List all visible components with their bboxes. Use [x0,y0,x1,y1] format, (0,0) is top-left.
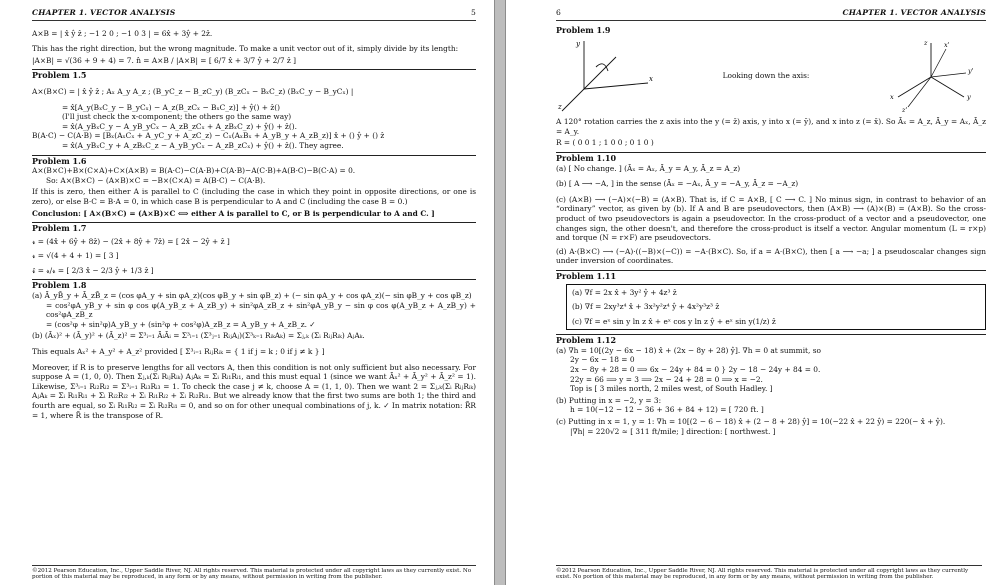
problem-1-6-title: Problem 1.6 [32,155,476,167]
svg-text:y: y [967,93,971,102]
equation-line: = x̂(A_yBₓC_y + A_zBₓC_z − A_yB_yCₓ − A_zB_zCₓ) + ŷ() + ẑ(). They agree. [62,140,344,150]
answer-line: (a) [ No change. ] (Āₓ = Aₓ, Ā_y = A_y, Ā_z = A_z) [556,163,741,173]
figure-caption: Looking down the axis: [722,71,810,81]
right-page [506,0,1000,585]
svg-text:z: z [558,103,562,112]
height-answer: h = 10(−12 − 12 − 36 + 36 + 84 + 12) = [ 720 ft. ] [570,405,764,415]
equation-line: (a) ∇h = 10[(2y − 6x − 18) x̂ + (2x − 8y + 28) ŷ]. ∇h = 0 at summit, so [556,345,821,355]
text-line: (b) Putting in x = −2, y = 3: [556,395,662,405]
equation-line: 22y = 66 ⟹ y = 3 ⟹ 2x − 24 + 28 = 0 ⟹ x = −2. [570,374,763,384]
equation-line: = (cos²φ + sin²φ)A_yB_y + (sin²φ + cos²φ)A_zB_z = A_yB_y + A_zB_z. ✓ [46,319,316,329]
rotation-figure [556,37,986,115]
gradient-line: (b) ∇f = 2xy³z⁴ x̂ + 3x²y²z⁴ ŷ + 4x²y³z³ ẑ [572,302,720,312]
condition-line: This equals Aₓ² + A_y² + A_z² provided [ Σ³ᵢ₌₁ RᵢⱼRᵢₖ = { 1 if j = k ; 0 if j ≠ k } ] [32,347,325,357]
equation-line: So: A×(B×C) − (A×B)×C = −B×(C×A) = A(B·C) − C(A·B). [46,175,266,185]
svg-text:z': z' [902,106,908,115]
left-page-header [32,8,476,21]
text-paragraph: Moreover, if R is to preserve lengths for all vectors A, then this condition is not only sufficient but also necessary. For suppose A = (1, 0, 0). Then Σⱼ,ₖ(Σᵢ RᵢⱼRᵢₖ) AⱼAₖ = Σᵢ Rᵢ₁Rᵢ₁, and this must equal 1 (since we want Āₓ² + Ā_y² + Ā_z² = 1). Likewise, Σ³ᵢ₌₁ Rᵢ₂Rᵢ₂ = Σ³ᵢ₌₁ Rᵢ₃Rᵢ₃ = 1. To check the case j ≠ k, choose A = (1, 1, 0). Then we want 2 = Σⱼ,ₖ(Σᵢ RᵢⱼRᵢₖ) AⱼAₖ = Σᵢ Rᵢ₁Rᵢ₁ + Σᵢ Rᵢ₂Rᵢ₂ + Σᵢ Rᵢ₁Rᵢ₂ + Σᵢ Rᵢ₂Rᵢ₁. But we already know that the first two sums are both 1; the third and fourth are equal, so Σᵢ Rᵢ₁Rᵢ₂ = Σᵢ Rᵢ₂Rᵢ₁ = 0, and so on for other unequal combinations of j, k. ✓ In matrix notation: R̃R = 1, where R̃ is the transpose of R. [32,362,476,420]
equation-line: 𝓻 = √(4 + 4 + 1) = [ 3 ] [32,251,119,261]
chapter-title: CHAPTER 1. VECTOR ANALYSIS [842,8,986,17]
svg-text:x: x [890,93,894,102]
text-paragraph: (d) A·(B×C) ⟶ (−A)·((−B)×(−C)) = −A·(B×C). So, if a = A·(B×C), then [ a ⟶ −a; ] a pseudoscalar changes sign under inversion of coordinates. [556,246,986,266]
equation-line: |A×B| = √(36 + 9 + 4) = 7. n̂ = A×B / |A×B| = [ 6/7 x̂ + 3/7 ŷ + 2/7 ẑ ] [32,55,297,65]
equation-line: = x̂[A_y(BₓC_y − B_yCₓ) − A_z(B_zCₓ − BₓC_z)] + ŷ() + ẑ() [62,102,280,112]
gradient-box [566,284,986,331]
equation-line: 𝓻̂ = 𝓻/𝓻 = [ 2/3 x̂ − 2/3 ŷ + 1/3 ẑ ] [32,265,154,275]
equation-line: = x̂(A_yBₓC_y − A_yB_yCₓ − A_zB_zCₓ + A_zBₓC_z) + ŷ() + ẑ(). [62,121,297,131]
equation-line: A×(B×C) = | x̂ ŷ ẑ ; Aₓ A_y A_z ; (B_yC_z − B_zC_y) (B_zCₓ − BₓC_z) (BₓC_y − B_yCₓ) | [32,86,354,96]
page-number: 6 [556,8,562,17]
equation-line: 2y − 6x − 18 = 0 [570,355,635,365]
equation-line: 𝓻 = (4x̂ + 6ŷ + 8ẑ) − (2x̂ + 8ŷ + 7ẑ) = [ 2x̂ − 2ŷ + ẑ ] [32,236,230,246]
chapter-title: CHAPTER 1. VECTOR ANALYSIS [32,8,176,17]
problem-1-8-title: Problem 1.8 [32,279,476,291]
gradient-line: (c) ∇f = eˣ sin y ln z x̂ + eˣ cos y ln z ŷ + eˣ sin y(1/z) ẑ [572,316,776,326]
problem-1-12-title: Problem 1.12 [556,334,986,346]
problem-1-7-title: Problem 1.7 [32,222,476,234]
axis-view-diagram-icon [876,37,986,115]
equation-line: (b) (Āₓ)² + (Ā_y)² + (Ā_z)² = Σ³ᵢ₌₁ ĀᵢĀᵢ = Σ³ᵢ₌₁ (Σ³ⱼ₌₁ RᵢⱼAⱼ)(Σ³ₖ₌₁ RᵢₖAₖ) = Σⱼ,ₖ (Σᵢ RᵢⱼRᵢₖ) AⱼAₖ. [32,331,365,341]
page-number: 5 [470,8,476,17]
equation-line: (c) Putting in x = 1, y = 1: ∇h = 10[(2 − 6 − 18) x̂ + (2 − 8 + 28) ŷ] = 10(−22 x̂ + 22 ŷ) = 220(− x̂ + ŷ). [556,417,946,427]
problem-1-5-title: Problem 1.5 [32,69,476,81]
problem-1-9-title: Problem 1.9 [556,24,611,35]
conclusion-line: Conclusion: [ A×(B×C) = (A×B)×C ⟺ either A is parallel to C, or B is perpendicular to A and C. ] [32,208,435,218]
text-paragraph: A 120° rotation carries the z axis into the y (= z̄) axis, y into x (= ȳ), and x into z (= x̄). So Āₓ = A_z, Ā_y = Aₓ, Ā_z = A_y. [556,117,986,136]
svg-text:z: z [924,39,928,48]
summit-answer: Top is [ 3 miles north, 2 miles west, of South Hadley. ] [570,384,773,394]
left-page [0,0,494,585]
text-paragraph: (c) (A×B) ⟶ (−A)×(−B) = (A×B). That is, if C = A×B, [ C ⟶ C. ] No minus sign, in contrast to behavior of an “ordinary” vector, as given by (b). If A and B are pseudovectors, then (A×B) ⟶ (A)×(B) = (A×B). So the cross-product of two pseudovectors is again a pseudovector. In the cross-product of a vector and a pseudovector, one changes sign, the other doesn't, and therefore the cross-product is itself a vector. Angular momentum (L = r×p) and torque (N = r×F) are pseudovectors. [556,194,986,243]
copyright-footer: ©2012 Pearson Education, Inc., Upper Saddle River, NJ. All rights reserved. This material is protected under all copyright laws as they currently exist. No portion of this material may be reproduced, in any form or by any means, without permission in writing from the publisher. [556,565,982,581]
equation-line: = cos²φA_yB_y + sin φ cos φ(A_yB_z + A_zB_y) + sin²φA_zB_z + sin²φA_yB_y − sin φ cos φ(A_yB_z + A_zB_y) + cos²φA_zB_z [46,300,476,320]
equation-line: B(A·C) − C(A·B) = [Bₓ(AₓCₓ + A_yC_y + A_zC_z) − Cₓ(AₓBₓ + A_yB_y + A_zB_z)] x̂ + () ŷ + () ẑ [32,131,385,141]
equation-line: 2x − 8y + 28 = 0 ⟹ 6x − 24y + 84 = 0 } 2y − 18 − 24y + 84 = 0. [570,365,821,375]
answer-line: (b) [ A ⟶ −A, ] in the sense (Āₓ = −Aₓ, Ā_y = −A_y, Ā_z = −A_z) [556,179,799,189]
text-line: This has the right direction, but the wrong magnitude. To make a unit vector out of it, simply divide by its length: [32,44,459,54]
svg-text:y: y [576,40,580,49]
svg-text:x': x' [944,41,950,50]
page-gutter [494,0,506,585]
svg-text:y': y' [968,67,974,76]
svg-text:x: x [649,75,653,84]
problem-1-11-title: Problem 1.11 [556,270,986,282]
gradient-line: (a) ∇f = 2x x̂ + 3y² ŷ + 4z³ ẑ [572,287,677,297]
copyright-footer: ©2012 Pearson Education, Inc., Upper Saddle River, NJ. All rights reserved. This material is protected under all copyright laws as they currently exist. No portion of this material may be reproduced, in any form or by any means, without permission in writing from the publisher. [32,565,476,581]
text-line: If this is zero, then either A is parallel to C (including the case in which they point in opposite directions, or one is zero), or else B·C = B·A = 0, in which case B is perpendicular to A and C (including the case B = 0.) [32,187,476,206]
text-line: (I'll just check the x-component; the others go the same way) [62,112,292,122]
equation-line: A×(B×C)+B×(C×A)+C×(A×B) = B(A·C)−C(A·B)+C(A·B)−A(C·B)+A(B·C)−B(C·A) = 0. [32,166,356,176]
cross-product-line: A×B = | x̂ ŷ ẑ ; −1 2 0 ; −1 0 3 | = 6x̂ + 3ŷ + 2ẑ. [32,28,213,38]
slope-answer: |∇h| = 220√2 ≈ [ 311 ft/mile; ] direction: [ northwest. ] [570,426,776,436]
right-page-header [556,8,986,21]
rotation-matrix: R = ( 0 0 1 ; 1 0 0 ; 0 1 0 ) [556,138,654,148]
axes-diagram-icon [556,37,656,115]
problem-1-10-title: Problem 1.10 [556,152,986,164]
equation-line: (a) Ā_yB̄_y + Ā_zB̄_z = (cos φA_y + sin φA_z)(cos φB_y + sin φB_z) + (− sin φA_y + cos φA_z)(− sin φB_y + cos φB_z) [32,291,472,301]
